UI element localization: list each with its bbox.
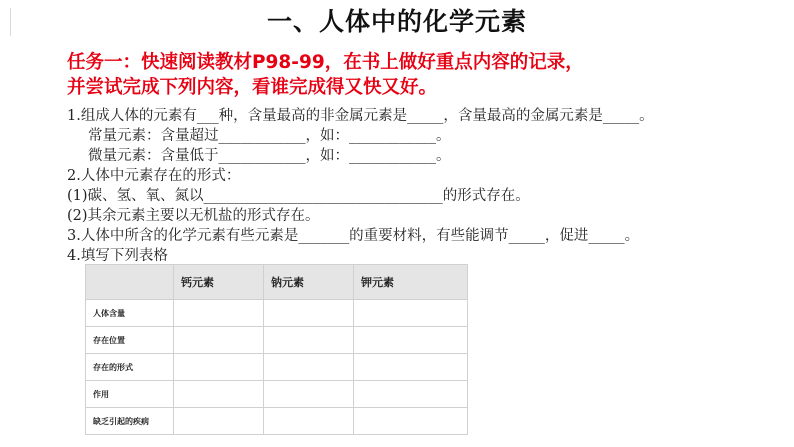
table-cell[interactable] (174, 408, 264, 435)
table-header-row (86, 265, 468, 300)
table-row-label: 存在位置 (86, 327, 174, 354)
table-header-cell: 钾元素 (354, 265, 468, 300)
table-row (86, 354, 468, 381)
question-4: 4.填写下列表格 (67, 248, 168, 264)
question-1: 1.组成人体的元素有___种，含量最高的非金属元素是_____，含量最高的金属元素是_____。 (67, 108, 654, 124)
table-cell[interactable] (264, 408, 354, 435)
table-header-cell: 钠元素 (264, 265, 354, 300)
task-line-1: 任务一：快速阅读教材P98-99，在书上做好重点内容的记录， (67, 52, 584, 73)
table-cell[interactable] (264, 354, 354, 381)
question-1-trace-elements: 微量元素：含量低于____________，如：____________。 (88, 148, 451, 164)
table-cell[interactable] (354, 381, 468, 408)
table-row-label: 人体含量 (86, 300, 174, 327)
table-cell[interactable] (354, 327, 468, 354)
table-cell[interactable] (354, 354, 468, 381)
table-cell[interactable] (354, 408, 468, 435)
question-3: 3.人体中所含的化学元素有些元素是_______的重要材料，有些能调节_____，促进_____。 (67, 228, 640, 244)
table-cell[interactable] (354, 300, 468, 327)
table-row (86, 300, 468, 327)
table-cell[interactable] (264, 300, 354, 327)
question-2-part-1: (1)碳、氢、氧、氮以_________________________________的形式存在。 (67, 188, 530, 204)
question-1-major-elements: 常量元素：含量超过____________，如：____________。 (88, 128, 451, 144)
table-header-cell: 钙元素 (174, 265, 264, 300)
table-cell[interactable] (264, 327, 354, 354)
table-cell[interactable] (174, 327, 264, 354)
question-2-part-2: (2)其余元素主要以无机盐的形式存在。 (67, 208, 320, 224)
table-cell[interactable] (174, 300, 264, 327)
page-title: 一、人体中的化学元素 (266, 7, 527, 36)
table-row (86, 381, 468, 408)
table-row-label: 作用 (86, 381, 174, 408)
question-2: 2.人体中元素存在的形式： (67, 168, 241, 184)
table-cell[interactable] (174, 354, 264, 381)
table-header-cell (86, 265, 174, 300)
table-cell[interactable] (174, 381, 264, 408)
table-row (86, 408, 468, 435)
table-cell[interactable] (264, 381, 354, 408)
task-instructions (67, 50, 787, 100)
table-row-label: 缺乏引起的疾病 (86, 408, 174, 435)
table-row (86, 327, 468, 354)
table-row-label: 存在的形式 (86, 354, 174, 381)
task-line-2: 并尝试完成下列内容，看谁完成得又快又好。 (67, 77, 438, 98)
element-table (85, 264, 468, 435)
